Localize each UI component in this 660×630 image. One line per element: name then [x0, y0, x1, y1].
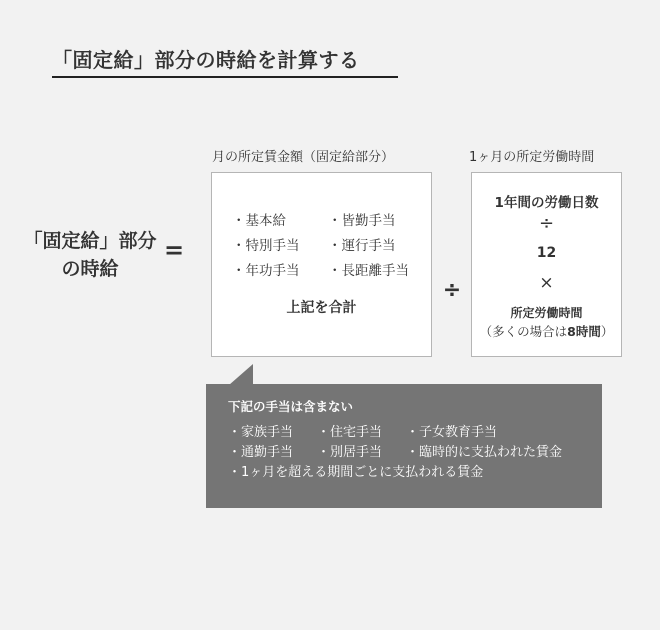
exclusion-item: ・別居手当: [317, 445, 383, 460]
hourly-wage-label-line1: 「固定給」部分: [23, 230, 157, 252]
allowance-item: ・長距離手当: [328, 263, 409, 279]
callout-pointer: [229, 364, 259, 386]
note-prefix: （多くの場合は: [479, 324, 568, 339]
allowance-total-label: 上記を合計: [286, 300, 357, 316]
divide-operator: ÷: [538, 213, 555, 234]
allowance-item: ・特別手当: [232, 238, 300, 254]
exclusion-item: ・通勤手当: [228, 445, 294, 460]
exclusion-item: ・1ヶ月を超える期間ごとに支払われる賃金: [228, 465, 484, 480]
months-value: 12: [536, 245, 557, 261]
monthly-wage-caption: 月の所定賃金額（固定給部分）: [212, 150, 395, 165]
scheduled-hours-label: 所定労働時間: [510, 306, 583, 320]
page-title: 「固定給」部分の時給を計算する: [52, 48, 360, 72]
exclusion-item: ・子女教育手当: [406, 425, 498, 440]
exclusions-row: [228, 424, 497, 442]
note-suffix: ）: [600, 324, 614, 339]
monthly-wage-box: [211, 172, 432, 357]
exclusions-row: [228, 464, 483, 482]
allowance-list: [232, 211, 428, 281]
allowance-item: ・運行手当: [328, 238, 396, 254]
hourly-wage-label: [20, 227, 160, 283]
equals-sign: =: [163, 236, 185, 264]
exclusion-item: ・住宅手当: [317, 425, 383, 440]
exclusions-callout: [206, 384, 602, 508]
allowance-item: ・年功手当: [232, 263, 300, 279]
title-underline: [52, 76, 398, 78]
allowance-item: ・基本給: [232, 213, 286, 229]
scheduled-hours-note: [472, 322, 621, 340]
monthly-hours-caption: 1ヶ月の所定労働時間: [469, 150, 595, 165]
annual-workdays-label: 1年間の労働日数: [494, 195, 599, 211]
hourly-wage-label-line2: の時給: [61, 258, 119, 280]
exclusions-heading: 下記の手当は含まない: [228, 399, 354, 414]
allowance-item: ・皆勤手当: [328, 213, 396, 229]
multiply-operator: ×: [539, 273, 554, 293]
monthly-hours-box: [471, 172, 622, 357]
note-hours: 8時間: [567, 324, 601, 339]
exclusion-item: ・臨時的に支払われた賃金: [406, 445, 563, 460]
exclusion-item: ・家族手当: [228, 425, 294, 440]
divide-sign: ÷: [442, 278, 462, 303]
exclusions-row: [228, 444, 562, 462]
